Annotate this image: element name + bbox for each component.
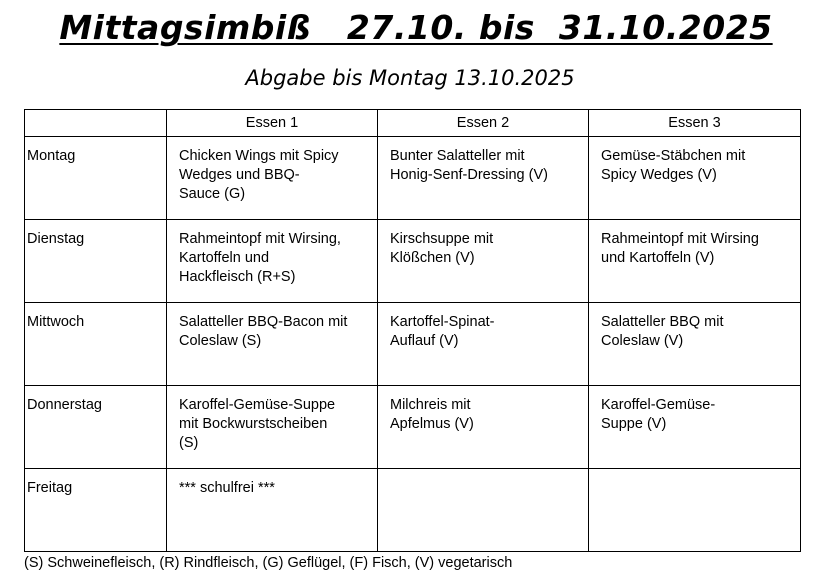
table-header-row bbox=[25, 110, 801, 137]
table-row bbox=[25, 469, 801, 552]
day-label: Montag bbox=[25, 137, 167, 220]
meal-cell: Kartoffel-Spinat- Auflauf (V) bbox=[378, 303, 589, 386]
meal-cell: Bunter Salatteller mit Honig-Senf-Dressing (V) bbox=[378, 137, 589, 220]
header-corner-cell bbox=[25, 110, 167, 137]
page-title: Mittagsimbiß 27.10. bis 31.10.2025 bbox=[59, 8, 773, 47]
legend-footnote: (S) Schweinefleisch, (R) Rindfleisch, (G) Geflügel, (F) Fisch, (V) vegetarisch bbox=[24, 555, 513, 571]
day-label: Dienstag bbox=[25, 220, 167, 303]
header-essen-2: Essen 2 bbox=[378, 110, 589, 137]
day-label: Freitag bbox=[25, 469, 167, 552]
menu-table bbox=[24, 109, 801, 552]
meal-cell: Milchreis mit Apfelmus (V) bbox=[378, 386, 589, 469]
deadline-subtitle: Abgabe bis Montag 13.10.2025 bbox=[245, 66, 575, 90]
meal-cell: Gemüse-Stäbchen mit Spicy Wedges (V) bbox=[589, 137, 801, 220]
meal-cell: Kirschsuppe mit Klößchen (V) bbox=[378, 220, 589, 303]
table-row bbox=[25, 303, 801, 386]
day-label: Donnerstag bbox=[25, 386, 167, 469]
meal-cell: Salatteller BBQ mit Coleslaw (V) bbox=[589, 303, 801, 386]
header-essen-1: Essen 1 bbox=[167, 110, 378, 137]
meal-cell: Rahmeintopf mit Wirsing und Kartoffeln (V) bbox=[589, 220, 801, 303]
meal-cell: Karoffel-Gemüse-Suppe mit Bockwurstscheiben (S) bbox=[167, 386, 378, 469]
meal-cell bbox=[589, 469, 801, 552]
table-row bbox=[25, 386, 801, 469]
meal-cell: *** schulfrei *** bbox=[167, 469, 378, 552]
day-label: Mittwoch bbox=[25, 303, 167, 386]
meal-cell bbox=[378, 469, 589, 552]
header-essen-3: Essen 3 bbox=[589, 110, 801, 137]
meal-cell: Salatteller BBQ-Bacon mit Coleslaw (S) bbox=[167, 303, 378, 386]
meal-cell: Chicken Wings mit Spicy Wedges und BBQ- Sauce (G) bbox=[167, 137, 378, 220]
table-row bbox=[25, 220, 801, 303]
meal-cell: Rahmeintopf mit Wirsing, Kartoffeln und Hackfleisch (R+S) bbox=[167, 220, 378, 303]
meal-cell: Karoffel-Gemüse- Suppe (V) bbox=[589, 386, 801, 469]
table-row bbox=[25, 137, 801, 220]
